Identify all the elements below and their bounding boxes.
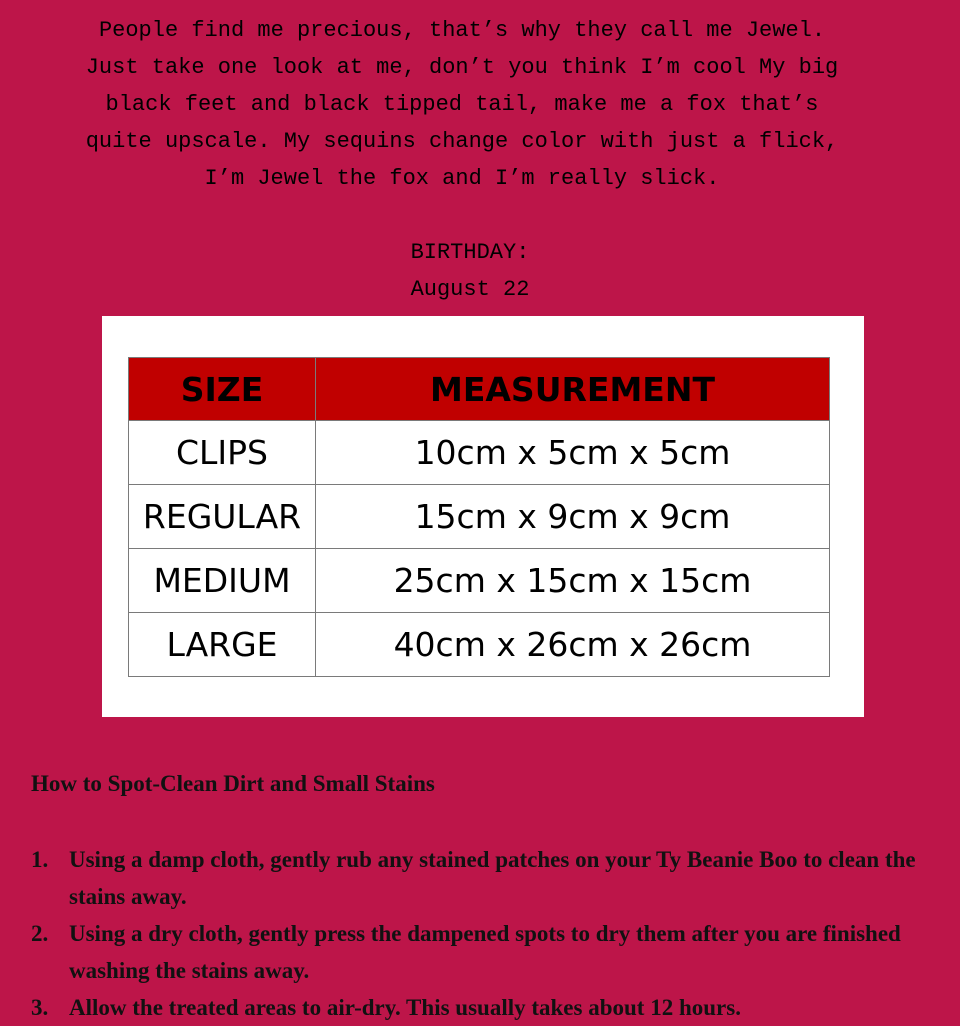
table-row (129, 549, 830, 613)
list-item (31, 841, 921, 915)
step-number: 3. (31, 995, 49, 1020)
measurement-cell: 40cm x 26cm x 26cm (316, 613, 830, 677)
section-heading: How to Spot-Clean Dirt and Small Stains (31, 771, 435, 796)
poem-line: I’m Jewel the fox and I’m really slick. (204, 166, 720, 191)
table-header-row (129, 358, 830, 421)
column-header-size: SIZE (129, 358, 316, 421)
poem-line: quite upscale. My sequins change color with just a flick, (85, 129, 839, 154)
size-cell: LARGE (129, 613, 316, 677)
size-chart-panel (102, 316, 864, 717)
step-text: Allow the treated areas to air-dry. This usually takes about 12 hours. (69, 995, 741, 1020)
table-row (129, 485, 830, 549)
measurement-cell: 25cm x 15cm x 15cm (316, 549, 830, 613)
measurement-cell: 15cm x 9cm x 9cm (316, 485, 830, 549)
step-number: 2. (31, 921, 49, 946)
poem-line: Just take one look at me, don’t you think I’m cool My big (85, 55, 839, 80)
list-item (31, 915, 921, 989)
measurement-cell: 10cm x 5cm x 5cm (316, 421, 830, 485)
size-table (128, 357, 830, 677)
product-poem (10, 12, 914, 197)
poem-line: People find me precious, that’s why they call me Jewel. (98, 18, 826, 43)
birthday-date: August 22 (410, 277, 530, 302)
table-row (129, 421, 830, 485)
table-row (129, 613, 830, 677)
poem-line: black feet and black tipped tail, make me a fox that’s (105, 92, 819, 117)
cleaning-steps-list (31, 841, 921, 1026)
step-text: Using a damp cloth, gently rub any stained patches on your Ty Beanie Boo to clean the stains away. (69, 847, 916, 909)
birthday-label: BIRTHDAY: (410, 240, 530, 265)
birthday-block (10, 234, 930, 308)
size-cell: CLIPS (129, 421, 316, 485)
cleaning-section (31, 768, 921, 1026)
step-number: 1. (31, 847, 49, 872)
list-item (31, 989, 921, 1026)
size-cell: MEDIUM (129, 549, 316, 613)
step-text: Using a dry cloth, gently press the dampened spots to dry them after you are finished washing the stains away. (69, 921, 901, 983)
column-header-measurement: MEASUREMENT (316, 358, 830, 421)
size-cell: REGULAR (129, 485, 316, 549)
